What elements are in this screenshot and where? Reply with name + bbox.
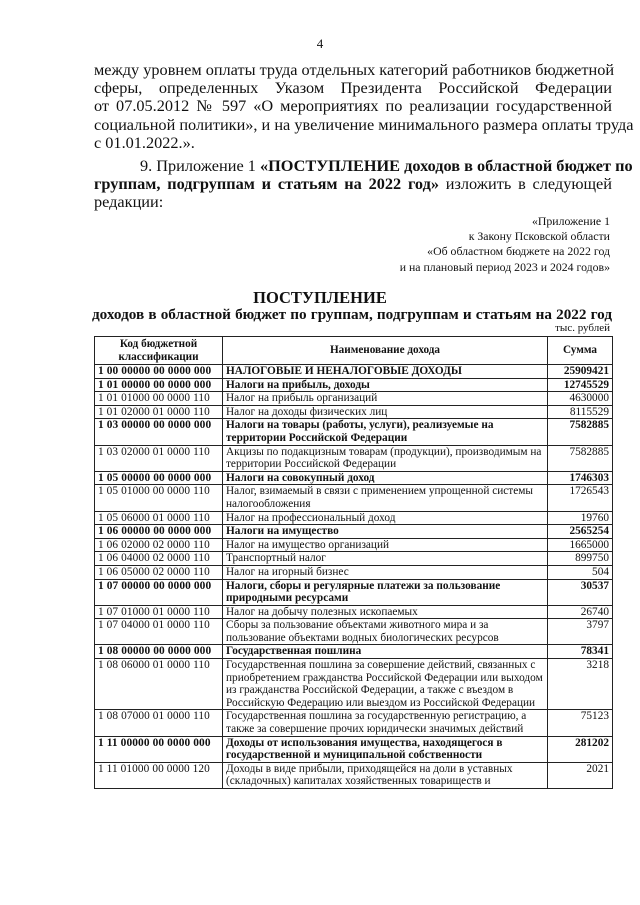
page-number: 4 (316, 36, 324, 51)
row-amount: 26740 (548, 605, 613, 619)
text-line: от 07.05.2012 № 597 «О мероприятиях по реализации государственной (94, 96, 612, 116)
row-amount: 281202 (548, 736, 613, 762)
row-amount: 2565254 (548, 525, 613, 539)
row-amount: 1726543 (548, 485, 613, 511)
table-row (95, 659, 613, 710)
row-code: 1 07 00000 00 0000 000 (95, 579, 223, 605)
row-amount: 19760 (548, 511, 613, 525)
row-amount: 1665000 (548, 538, 613, 552)
row-name: Налог, взимаемый в связи с применением упрощенной системы налогообложения (223, 485, 548, 511)
row-amount: 25909421 (548, 365, 613, 379)
row-code: 1 11 00000 00 0000 000 (95, 736, 223, 762)
row-code: 1 03 02000 01 0000 110 (95, 445, 223, 471)
row-code: 1 06 05000 02 0000 110 (95, 565, 223, 579)
text-line: между уровнем оплаты труда отдельных категорий работников бюджетной (94, 60, 615, 79)
row-name: НАЛОГОВЫЕ И НЕНАЛОГОВЫЕ ДОХОДЫ (223, 365, 548, 379)
row-code: 1 00 00000 00 0000 000 (95, 365, 223, 379)
row-name: Налоги на имущество (223, 525, 548, 539)
row-code: 1 08 07000 01 0000 110 (95, 710, 223, 736)
table-row (95, 365, 613, 379)
paragraph-continuation (94, 60, 634, 152)
row-amount: 3218 (548, 659, 613, 710)
table-row (95, 392, 613, 406)
appendix-line: «Об областном бюджете на 2022 год (427, 244, 610, 259)
row-name: Налог на игорный бизнес (223, 565, 548, 579)
row-amount: 2021 (548, 762, 613, 788)
row-amount: 4630000 (548, 392, 613, 406)
table-row (95, 445, 613, 471)
row-name: Налог на прибыль организаций (223, 392, 548, 406)
table-row (95, 538, 613, 552)
row-name: Государственная пошлина за совершение действий, связанных с приобретением гражданства Российской Федерации или выходом из гражданства Российской Федерации, а также с въездом в Российскую Федерацию или выездом из Российской Федерации (223, 659, 548, 710)
table-header-row (95, 337, 613, 365)
row-code: 1 05 00000 00 0000 000 (95, 471, 223, 485)
row-amount: 78341 (548, 645, 613, 659)
row-name: Налог на профессиональный доход (223, 511, 548, 525)
table-row (95, 378, 613, 392)
row-amount: 7582885 (548, 419, 613, 445)
row-code: 1 06 00000 00 0000 000 (95, 525, 223, 539)
paragraph-item-9 (94, 156, 633, 212)
table-row (95, 762, 613, 788)
units-label: тыс. рублей (555, 322, 610, 334)
row-code: 1 07 04000 01 0000 110 (95, 619, 223, 645)
item-quote-part1: «ПОСТУПЛЕНИЕ доходов в областной бюджет по (259, 156, 633, 175)
row-name: Налоги на прибыль, доходы (223, 378, 548, 392)
row-name: Транспортный налог (223, 552, 548, 566)
row-name: Государственная пошлина (223, 645, 548, 659)
row-amount: 3797 (548, 619, 613, 645)
row-amount: 12745529 (548, 378, 613, 392)
item-quote-part2: группам, подгруппам и статьям на 2022 год» (94, 174, 439, 194)
appendix-line: к Закону Псковской области (468, 229, 610, 244)
table-row (95, 485, 613, 511)
row-code: 1 01 00000 00 0000 000 (95, 378, 223, 392)
text-line: сферы, определенных Указом Президента Российской Федерации (94, 78, 612, 98)
row-code: 1 06 04000 02 0000 110 (95, 552, 223, 566)
table-row (95, 419, 613, 445)
table-row (95, 525, 613, 539)
document-subtitle: доходов в областной бюджет по группам, подгруппам и статьям на 2022 год (92, 306, 612, 323)
table-row (95, 645, 613, 659)
column-header-code: Код бюджетной классификации (95, 337, 223, 365)
row-code: 1 07 01000 01 0000 110 (95, 605, 223, 619)
row-name: Налог на доходы физических лиц (223, 405, 548, 419)
text-line (94, 156, 633, 175)
item-lead: 9. Приложение 1 (140, 156, 260, 175)
table-row (95, 579, 613, 605)
column-header-amount: Сумма (548, 337, 613, 365)
row-code: 1 06 02000 02 0000 110 (95, 538, 223, 552)
column-header-name: Наименование дохода (223, 337, 548, 365)
row-name: Сборы за пользование объектами животного мира и за пользование объектами водных биологических ресурсов (223, 619, 548, 645)
row-name: Государственная пошлина за государственную регистрацию, а также за совершение прочих юридически значимых действий (223, 710, 548, 736)
row-amount: 899750 (548, 552, 613, 566)
table-row (95, 565, 613, 579)
row-code: 1 08 06000 01 0000 110 (95, 659, 223, 710)
table-row (95, 710, 613, 736)
table-row (95, 552, 613, 566)
row-name: Налоги на товары (работы, услуги), реализуемые на территории Российской Федерации (223, 419, 548, 445)
row-name: Доходы от использования имущества, находящегося в государственной и муниципальной собственности (223, 736, 548, 762)
table-row (95, 619, 613, 645)
row-code: 1 03 00000 00 0000 000 (95, 419, 223, 445)
appendix-header (400, 214, 610, 275)
appendix-line: и на плановый период 2023 и 2024 годов» (399, 259, 610, 274)
row-name: Доходы в виде прибыли, приходящейся на доли в уставных (складочных) капиталах хозяйственных товариществ и (223, 762, 548, 788)
row-code: 1 01 02000 01 0000 110 (95, 405, 223, 419)
document-title: ПОСТУПЛЕНИЕ (253, 288, 387, 307)
item-tail: изложить в следующей (438, 174, 612, 194)
row-name: Налог на имущество организаций (223, 538, 548, 552)
row-code: 1 05 01000 00 0000 110 (95, 485, 223, 511)
table-body (95, 365, 613, 789)
row-code: 1 01 01000 00 0000 110 (95, 392, 223, 406)
row-name: Акцизы по подакцизным товарам (продукции), производимым на территории Российской Федерации (223, 445, 548, 471)
row-amount: 75123 (548, 710, 613, 736)
text-line (94, 175, 612, 193)
row-amount: 30537 (548, 579, 613, 605)
text-line: социальной политики», и на увеличение минимального размера оплаты труда (94, 114, 634, 134)
row-amount: 7582885 (548, 445, 613, 471)
row-code: 1 08 00000 00 0000 000 (95, 645, 223, 659)
row-amount: 8115529 (548, 405, 613, 419)
table-row (95, 736, 613, 762)
row-name: Налоги на совокупный доход (223, 471, 548, 485)
revenue-table (94, 336, 613, 789)
table-row (95, 405, 613, 419)
table-row (95, 471, 613, 485)
row-name: Налог на добычу полезных ископаемых (223, 605, 548, 619)
row-name: Налоги, сборы и регулярные платежи за пользование природными ресурсами (223, 579, 548, 605)
row-code: 1 11 01000 00 0000 120 (95, 762, 223, 788)
row-amount: 504 (548, 565, 613, 579)
table-row (95, 511, 613, 525)
text-line: редакции: (94, 192, 164, 212)
row-amount: 1746303 (548, 471, 613, 485)
table-row (95, 605, 613, 619)
row-code: 1 05 06000 01 0000 110 (95, 511, 223, 525)
text-line: с 01.01.2022.». (94, 132, 195, 152)
appendix-line: «Приложение 1 (531, 214, 610, 228)
